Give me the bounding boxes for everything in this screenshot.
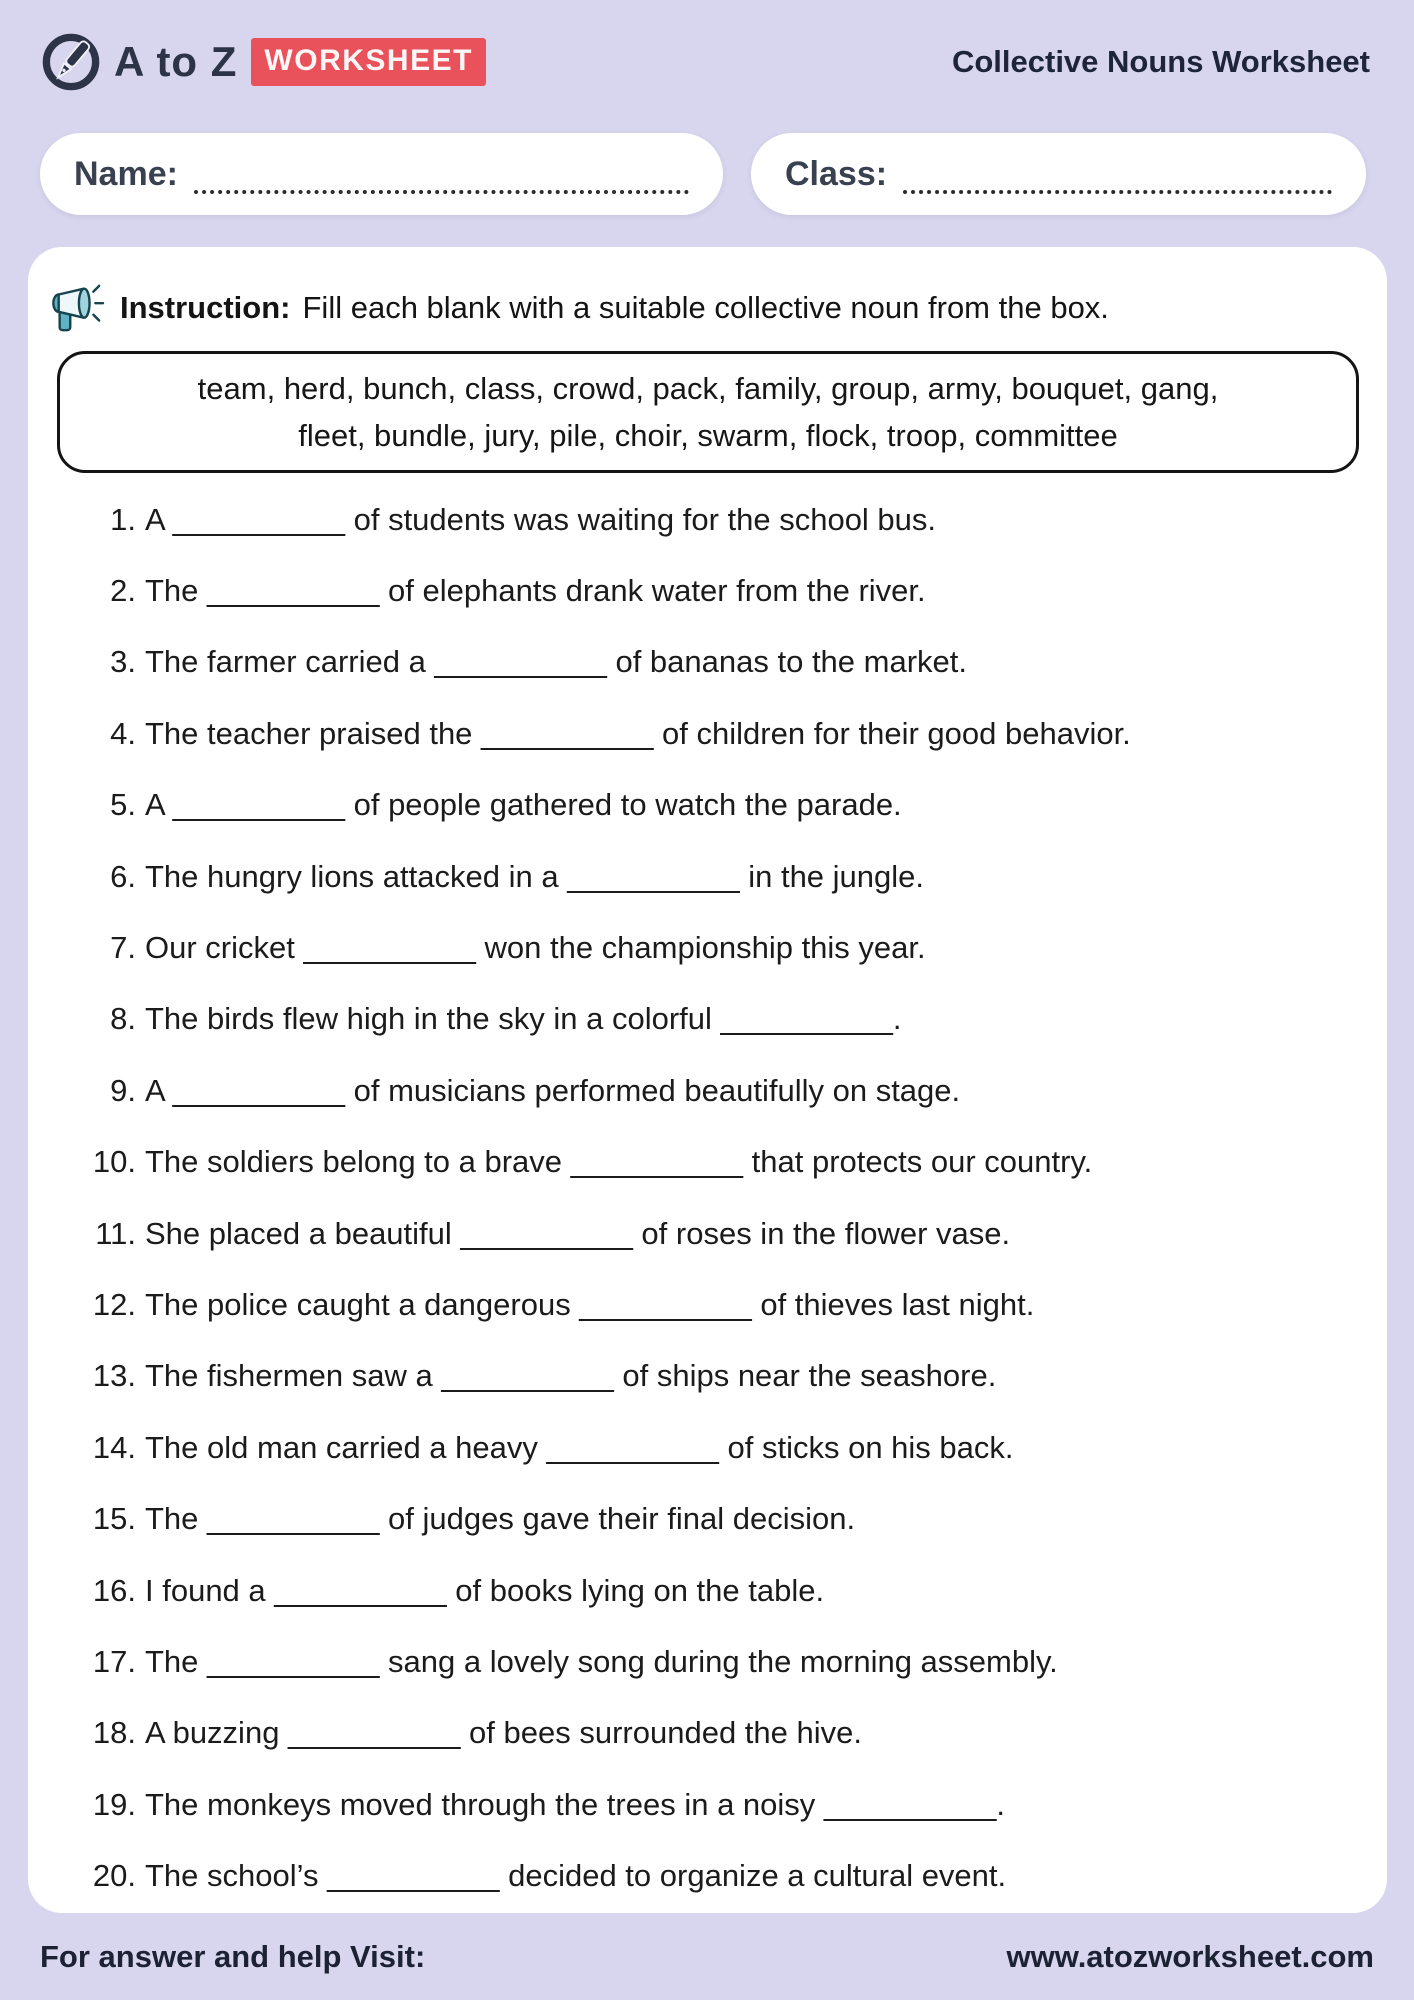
- question-text: A __________ of people gathered to watch the parade.: [145, 787, 902, 823]
- question-row: [72, 1412, 1357, 1483]
- question-number: 8.: [110, 1001, 136, 1037]
- question-number: 5.: [110, 787, 136, 823]
- question-row: [72, 841, 1357, 912]
- question-text: The monkeys moved through the trees in a noisy __________.: [145, 1786, 1005, 1822]
- question-row: [72, 1555, 1357, 1626]
- question-number: 11.: [95, 1215, 136, 1251]
- question-row: [72, 912, 1357, 983]
- question-text: The fishermen saw a __________ of ships near the seashore.: [145, 1358, 997, 1394]
- question-text: The __________ sang a lovely song during the morning assembly.: [145, 1643, 1058, 1679]
- question-row: [72, 770, 1357, 841]
- word-bank-box: [57, 351, 1359, 473]
- question-list: [72, 484, 1357, 1912]
- question-text: The __________ of judges gave their final decision.: [145, 1501, 856, 1537]
- class-field: [751, 133, 1366, 215]
- question-row: [72, 1698, 1357, 1769]
- question-row: [72, 1483, 1357, 1554]
- question-row: [72, 1055, 1357, 1126]
- instruction-label: Instruction:: [120, 290, 291, 325]
- question-number: 2.: [110, 573, 136, 609]
- question-number: 12.: [92, 1286, 136, 1322]
- question-row: [72, 627, 1357, 698]
- footer: [0, 1913, 1414, 2000]
- student-info-row: [40, 133, 1366, 215]
- name-label: Name:: [74, 154, 178, 193]
- question-row: [72, 698, 1357, 769]
- instruction-row: [48, 277, 1361, 339]
- worksheet-panel: [28, 247, 1387, 1913]
- question-number: 17.: [92, 1643, 136, 1679]
- class-input-line[interactable]: [903, 154, 1332, 194]
- question-text: I found a __________ of books lying on the table.: [145, 1572, 825, 1608]
- question-text: The __________ of elephants drank water from the river.: [145, 573, 926, 609]
- question-row: [72, 1198, 1357, 1269]
- question-text: A __________ of students was waiting for the school bus.: [145, 501, 937, 537]
- question-text: Our cricket __________ won the championship this year.: [145, 930, 926, 966]
- question-text: The hungry lions attacked in a __________ in the jungle.: [145, 858, 925, 894]
- question-number: 13.: [92, 1358, 136, 1394]
- question-row: [72, 1341, 1357, 1412]
- question-text: The school’s __________ decided to organize a cultural event.: [145, 1858, 1007, 1894]
- question-number: 15.: [92, 1501, 136, 1537]
- question-row: [72, 1269, 1357, 1340]
- question-text: The birds flew high in the sky in a colorful __________.: [145, 1001, 902, 1037]
- question-row: [72, 1840, 1357, 1911]
- question-text: She placed a beautiful __________ of roses in the flower vase.: [145, 1215, 1011, 1251]
- footer-note: For answer and help Visit:: [40, 1938, 426, 1974]
- question-text: A buzzing __________ of bees surrounded the hive.: [145, 1715, 862, 1751]
- question-number: 10.: [92, 1144, 136, 1180]
- question-number: 7.: [110, 930, 136, 966]
- question-number: 14.: [92, 1429, 136, 1465]
- megaphone-icon: [48, 281, 106, 335]
- question-number: 19.: [92, 1786, 136, 1822]
- question-text: The farmer carried a __________ of bananas to the market.: [145, 644, 967, 680]
- question-number: 18.: [92, 1715, 136, 1751]
- word-bank-line: team, herd, bunch, class, crowd, pack, family, group, army, bouquet, gang,: [197, 371, 1219, 406]
- question-text: The teacher praised the __________ of children for their good behavior.: [145, 715, 1131, 751]
- question-row: [72, 1769, 1357, 1840]
- question-number: 3.: [110, 644, 136, 680]
- footer-site-link[interactable]: www.atozworksheet.com: [1006, 1938, 1374, 1974]
- logo-badge: WORKSHEET: [251, 38, 486, 86]
- question-text: The police caught a dangerous __________ of thieves last night.: [145, 1286, 1035, 1322]
- question-number: 9.: [110, 1072, 136, 1108]
- instruction-text: Fill each blank with a suitable collective noun from the box.: [302, 290, 1109, 325]
- word-bank-line: fleet, bundle, jury, pile, choir, swarm, flock, troop, committee: [298, 418, 1118, 453]
- question-row: [72, 984, 1357, 1055]
- logo-text: A to Z: [114, 38, 238, 85]
- question-row: [72, 1127, 1357, 1198]
- page-title: Collective Nouns Worksheet: [951, 44, 1370, 79]
- question-number: 6.: [110, 858, 136, 894]
- brand-logo: [40, 31, 486, 93]
- question-number: 1.: [110, 501, 136, 537]
- name-input-line[interactable]: [194, 154, 689, 194]
- question-number: 4.: [110, 715, 136, 751]
- header: [40, 14, 1370, 110]
- question-text: The old man carried a heavy __________ of sticks on his back.: [145, 1429, 1014, 1465]
- question-row: [72, 555, 1357, 626]
- question-row: [72, 1626, 1357, 1697]
- question-text: A __________ of musicians performed beautifully on stage.: [145, 1072, 961, 1108]
- question-number: 16.: [92, 1572, 136, 1608]
- pen-circle-logo-icon: [40, 31, 102, 93]
- question-text: The soldiers belong to a brave __________ that protects our country.: [145, 1144, 1093, 1180]
- name-field: [40, 133, 723, 215]
- question-number: 20.: [92, 1858, 136, 1894]
- class-label: Class:: [785, 154, 888, 193]
- question-row: [72, 484, 1357, 555]
